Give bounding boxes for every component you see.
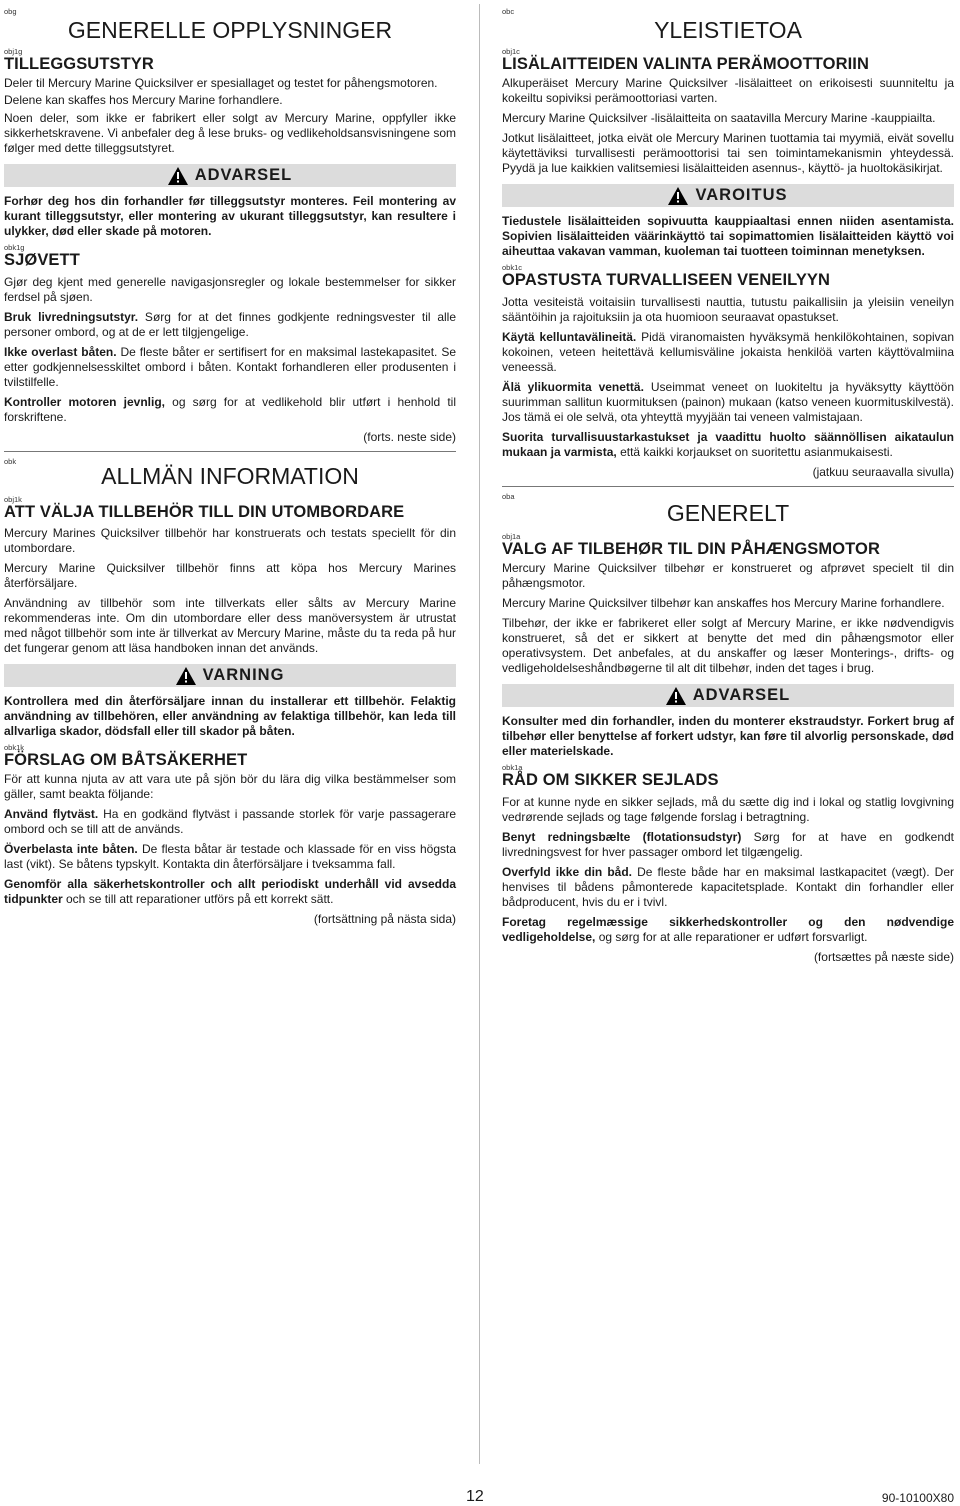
paragraph: Noen deler, som ikke er fabrikert eller solgt av Mercury Marine, oppfyller ikke sikkerhetskravene. Vi anbefaler deg å lese bruks- og vedlikeholdsansvisningene som følger med dette tilleggsutstyret. xyxy=(4,111,456,155)
subsection-title: FÖRSLAG OM BÅTSÄKERHET xyxy=(4,751,248,769)
paragraph xyxy=(4,310,456,340)
paragraph xyxy=(502,380,954,425)
bold-lead: Suorita turvallisuustarkastukset ja vaadittu huolto säännöllisen aikataulun mukaan ja varmista, xyxy=(502,430,954,459)
paragraph xyxy=(502,865,954,910)
section-code: oba xyxy=(502,492,515,501)
subsection-code: obk1c xyxy=(502,263,523,272)
section-divider xyxy=(502,486,954,487)
subsection-title: TILLEGGSUTSTYR xyxy=(4,55,154,73)
bold-lead: Overfyld ikke din båd. xyxy=(502,865,632,879)
paragraph: Gjør deg kjent med generelle navigasjonsregler og lokale bestemmelser for sikker ferdsel på sjøen. xyxy=(4,275,456,304)
paragraph-text: De fleste båter er sertifisert for en maksimal lastekapasitet. Se etter godkjennelsesskiltet ombord i båten. Kontakt forhandleren eller produsenten i tvilstilfelle. xyxy=(4,345,456,389)
page-number: 12 xyxy=(466,1488,484,1505)
bold-lead: Kontroller motoren jevnlig, xyxy=(4,395,165,409)
paragraph: För att kunna njuta av att vara ute på sjön bör du lära dig vilka bestämmelser som gäller, samt beakta följande: xyxy=(4,772,456,801)
bold-lead: Genomför alla säkerhetskontroller och allt periodiskt underhåll vid avsedda tidpunkter xyxy=(4,877,456,906)
subsection-code: obj1c xyxy=(502,47,520,56)
section-title: GENERELLE OPPLYSNINGER xyxy=(67,17,393,43)
paragraph xyxy=(4,877,456,907)
section-code: obg xyxy=(4,7,17,16)
paragraph-text: Useimmat veneet on luokiteltu ja hyväksytty käyttöön suurimman sallitun kuormituksen (painon) mukaan (katso veneen kuormituskilvestä). Jos tämä ei ole selvä, ota yhteyttä myyjään tai veneen valmistajaan. xyxy=(502,380,954,424)
section-title: ALLMÄN INFORMATION xyxy=(101,463,359,489)
warning-label: ADVARSEL xyxy=(194,166,293,184)
subsection-code: obk1g xyxy=(4,243,25,252)
right-column xyxy=(502,8,954,970)
section-title: GENERELT xyxy=(666,500,790,526)
paragraph-text: og sørg for at vedlikehold blir utført i henhold til forskriftene. xyxy=(4,395,456,424)
section-divider xyxy=(4,451,456,452)
subsection-code: obk1k xyxy=(4,743,25,752)
paragraph-text: Sørg for at have en godkendt livredningsvest for hver passager ombord let tilgængelig. xyxy=(502,830,955,859)
continued-note: (fortsættes på næste side) xyxy=(813,950,954,964)
paragraph: Alkuperäiset Mercury Marine Quicksilver -lisälaitteet on erikoisesti suunniteltu ja kokeiltu sopiviksi perämoottoriasi varten. xyxy=(502,76,954,105)
paragraph: Tilbehør, der ikke er fabrikeret eller solgt af Mercury Marine, er ikke nødvendigvis konstrueret, så det er sikkert at benytte det med din påhængsmotor eller operativsystem. Det anbefales, at du anskaffer og læser Monterings-, drifts- og vedligeholdelseshåndbøgerne til alt dit tilbehør, inden det tages i brug. xyxy=(502,616,954,675)
paragraph-text: Pidä viranomaisten hyväksymä henkilökohtainen, sopivan kokoinen, veteen heitettävä kellumisväline jokaista henkilöä varten käyttövalmiina veneessä. xyxy=(502,330,954,374)
warning-label: ADVARSEL xyxy=(692,686,791,704)
paragraph: Mercury Marine Quicksilver -lisälaitteita on saatavilla Mercury Marine -kauppiailta. xyxy=(502,111,936,125)
warning-text: Forhør deg hos din forhandler før tilleggsutstyr monteres. Feil montering av kurant tilleggsutstyr, eller montering av ukurant tilleggsutstyr, kan resultere i ulykker, død eller skade på motoren. xyxy=(4,194,456,238)
bold-lead: Överbelasta inte båten. xyxy=(4,842,138,856)
subsection-title: SJØVETT xyxy=(4,251,80,269)
warning-triangle-icon xyxy=(666,687,686,705)
bold-lead: Älä ylikuormita venettä. xyxy=(502,380,644,394)
paragraph: Användning av tillbehör som inte tillverkats eller sålts av Mercury Marine rekommenderas inte. Om din utombordare eller dess manöversystem är utrustat med något tillbehör som inte är tillverkat av Mercury Marine, måste du ta reda på hur det fungerar genom att läsa handboken innan det används. xyxy=(4,596,456,655)
paragraph xyxy=(4,807,456,837)
paragraph xyxy=(502,430,954,460)
paragraph xyxy=(4,842,456,872)
warning-banner xyxy=(502,684,954,707)
bold-lead: Använd flytväst. xyxy=(4,807,99,821)
paragraph-text: och se till att reparationer utförs på ett korrekt sätt. xyxy=(62,892,334,906)
warning-text: Tiedustele lisälaitteiden sopivuutta kauppiaaltasi ennen niiden asentamista. Sopivien lisälaitteiden väärinkäyttö tai sopimattomien lisälaitteiden käyttö voi aiheuttaa vakavan vamman, kuoleman tai tuotteen toiminnan menetyksen. xyxy=(502,214,954,258)
bold-lead: Bruk livredningsutstyr. xyxy=(4,310,139,324)
warning-text: Konsulter med din forhandler, inden du monterer ekstraudstyr. Forkert brug af tilbehør eller benyttelse af forkert udstyr, kan føre til alvorlig personskade, død eller materielskade. xyxy=(502,714,954,758)
subsection-title: LISÄLAITTEIDEN VALINTA PERÄMOOTTORIIN xyxy=(502,55,869,73)
paragraph-text: Ha en godkänd flytväst i passande storlek för varje passagerare ombord och se till att de används. xyxy=(4,807,456,836)
warning-label: VAROITUS xyxy=(695,186,788,204)
paragraph: Mercury Marine Quicksilver tillbehör finns att köpa hos Mercury Marines återförsäljare. xyxy=(4,561,456,590)
warning-banner xyxy=(4,664,456,687)
paragraph: Delene kan skaffes hos Mercury Marine forhandlere. xyxy=(4,93,283,107)
paragraph-text: og sørg for at alle reparationer er udført forsvarligt. xyxy=(595,930,868,944)
paragraph: Mercury Marine Quicksilver tilbehør kan anskaffes hos Mercury Marine forhandlere. xyxy=(502,596,945,610)
subsection-code: obk1a xyxy=(502,763,523,772)
paragraph: Deler til Mercury Marine Quicksilver er spesiallaget og testet for påhengsmotoren. xyxy=(4,76,438,90)
paragraph-text: De fleste både har en maksimal lastkapacitet (vægt). Der henvises til bådens påmonterede kapacitetsplade. Kontakt din forhandler eller bådproducent, hvis du er i tvivl. xyxy=(502,865,954,909)
paragraph: Jotkut lisälaitteet, jotka eivät ole Mercury Marinen tuottamia tai myymiä, eivät sovellu käytettäviksi turvallisesti perämoottorisi tai sen toimintamekanismin yhteydessä. Pyydä ja lue kaikkien valitsemiesi lisälaitteiden asennus-, käyttö- ja huoltokäsikirjat. xyxy=(502,131,954,175)
bold-lead: Ikke overlast båten. xyxy=(4,345,117,359)
paragraph: Mercury Marine Quicksilver tilbehør er konstrueret og afprøvet specielt til din påhængsmotor. xyxy=(502,561,954,590)
paragraph: For at kunne nyde en sikker sejlads, må du sætte dig ind i lokal og statlig lovgivning vedrørende sejlads og tage følgende forslag i betragtning. xyxy=(502,795,954,824)
paragraph: Mercury Marines Quicksilver tillbehör har konstruerats och testats speciellt för din utombordare. xyxy=(4,526,456,555)
warning-label: VARNING xyxy=(202,666,285,684)
subsection-title: RÅD OM SIKKER SEJLADS xyxy=(502,771,719,789)
section-title: YLEISTIETOA xyxy=(654,17,802,43)
bold-lead: Käytä kelluntavälineitä. xyxy=(502,330,637,344)
document-number: 90-10100X80 xyxy=(881,1491,954,1505)
paragraph xyxy=(4,345,456,390)
subsection-code: obj1k xyxy=(4,495,22,504)
left-column xyxy=(4,8,456,932)
warning-triangle-icon xyxy=(668,187,688,205)
continued-note: (fortsättning på nästa sida) xyxy=(313,912,456,926)
paragraph xyxy=(502,830,954,860)
warning-banner xyxy=(502,184,954,207)
paragraph-text: että kaikki korjaukset on suoritettu asianmukaisesti. xyxy=(616,445,893,459)
paragraph-text: Sørg for at det finnes godkjente redningsvester til alle personer ombord, og at de er lett tilgjengelige. xyxy=(4,310,457,339)
bold-lead: Benyt redningsbælte (flotationsudstyr) xyxy=(502,830,742,844)
paragraph-text: De flesta båtar är testade och klassade för en viss högsta last (vikt). Se båtens typskylt. Kontakta din återförsäljare i tveksamma fall. xyxy=(4,842,457,871)
subsection-title: ATT VÄLJA TILLBEHÖR TILL DIN UTOMBORDARE xyxy=(4,503,405,521)
warning-text: Kontrollera med din återförsäljare innan du installerar ett tillbehör. Felaktig användning av tillbehören, eller användning av felaktiga tillbehör, kan leda till allvarliga skador, dödsfall eller till skador på båten. xyxy=(4,694,456,738)
warning-triangle-icon xyxy=(176,667,196,685)
paragraph: Jotta vesiteistä voitaisiin turvallisesti nauttia, tutustu paikallisiin ja yleisiin veneilyn sääntöihin ja rajoituksiin ja ota huomioon seuraavat opastukset. xyxy=(502,295,954,324)
section-code: obk xyxy=(4,457,17,466)
subsection-title: OPASTUSTA TURVALLISEEN VENEILYYN xyxy=(502,271,831,289)
paragraph xyxy=(4,395,456,425)
subsection-code: obj1g xyxy=(4,47,23,56)
section-code: obc xyxy=(502,7,515,16)
bold-lead: Foretag regelmæssige sikkerhedskontroller og den nødvendige vedligeholdelse, xyxy=(502,915,954,944)
warning-triangle-icon xyxy=(168,167,188,185)
paragraph xyxy=(502,330,954,375)
column-separator xyxy=(479,4,480,1464)
continued-note: (jatkuu seuraavalla sivulla) xyxy=(812,465,954,479)
paragraph xyxy=(502,915,954,945)
subsection-code: obj1a xyxy=(502,532,521,541)
continued-note: (forts. neste side) xyxy=(363,430,456,444)
warning-banner xyxy=(4,164,456,187)
subsection-title: VALG AF TILBEHØR TIL DIN PÅHÆNGSMOTOR xyxy=(502,540,881,558)
